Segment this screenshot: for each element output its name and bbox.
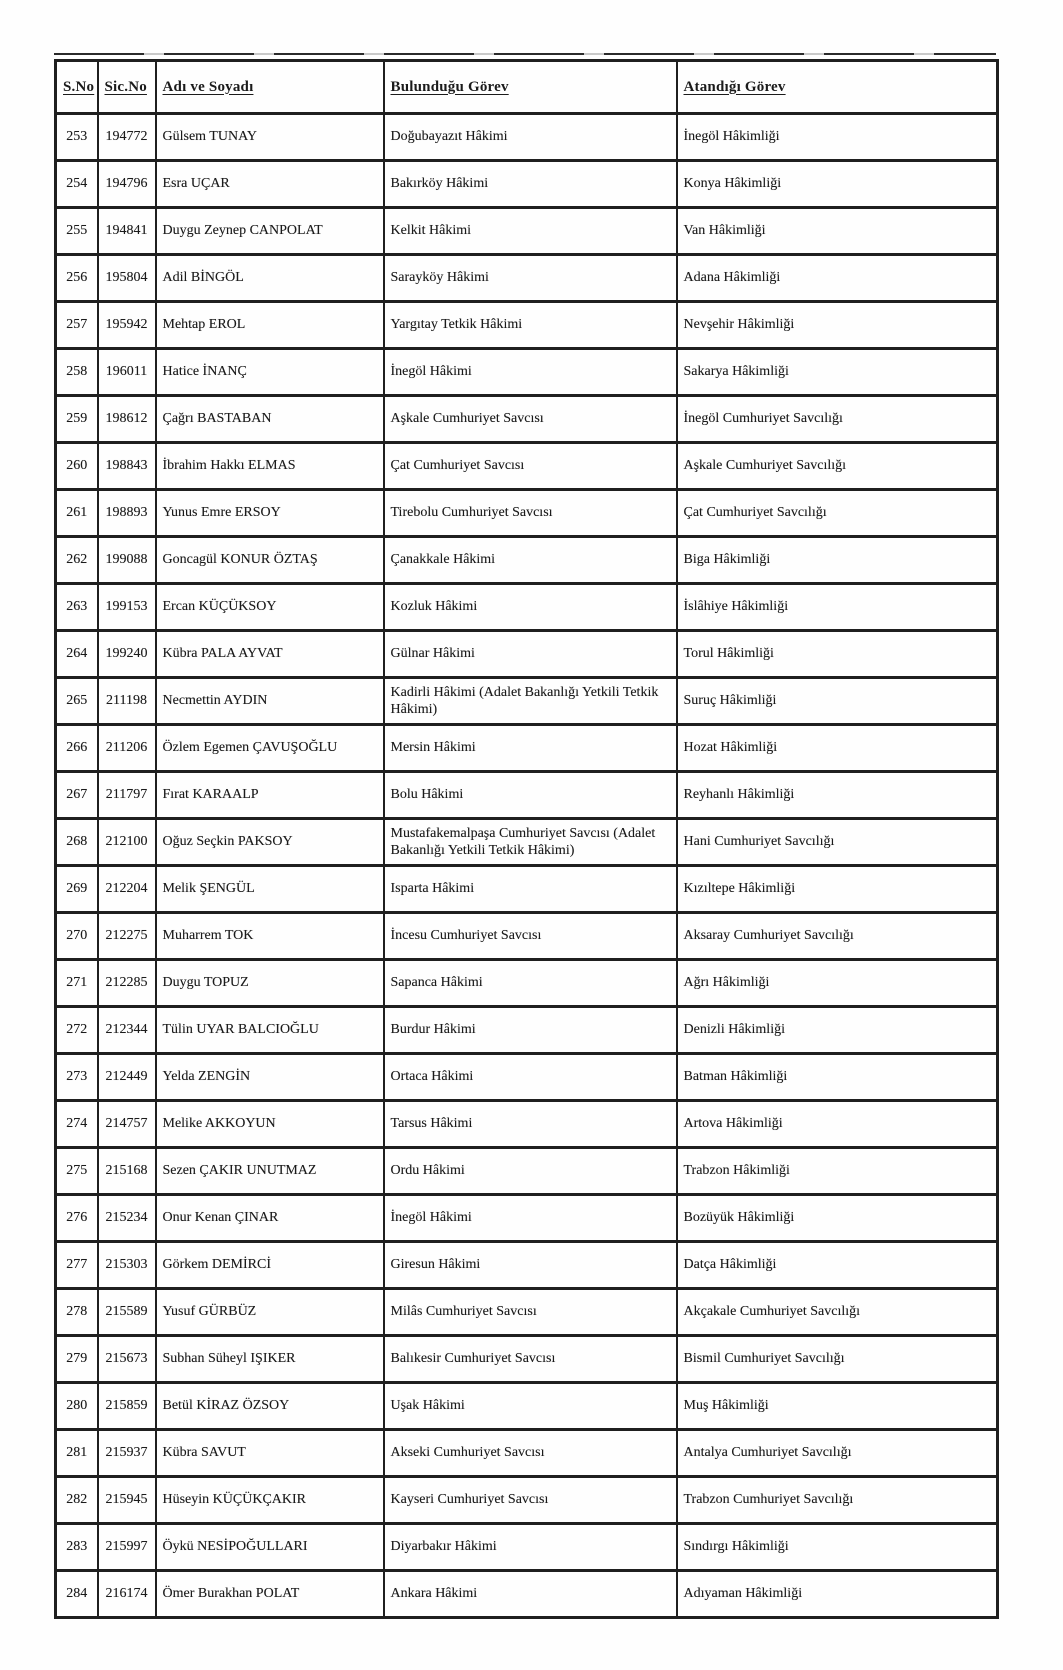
cell-current-post: Ortaca Hâkimi [384,1054,677,1101]
cell-current-post: Aşkale Cumhuriyet Savcısı [384,396,677,443]
cell-full-name: Kübra SAVUT [156,1430,384,1477]
cell-assigned-post: Kızıltepe Hâkimliği [677,866,998,913]
cell-full-name: Öykü NESİPOĞULLARI [156,1524,384,1571]
cell-serial-no: 267 [56,772,98,819]
cell-serial-no: 283 [56,1524,98,1571]
table-row [56,1289,998,1336]
cell-full-name: Goncagül KONUR ÖZTAŞ [156,537,384,584]
cell-full-name: Ercan KÜÇÜKSOY [156,584,384,631]
cell-serial-no: 279 [56,1336,98,1383]
table-row [56,772,998,819]
table-row [56,1571,998,1618]
cell-full-name: Tülin UYAR BALCIOĞLU [156,1007,384,1054]
cell-serial-no: 269 [56,866,98,913]
cell-registry-no: 212100 [98,819,156,866]
table-header [56,61,998,114]
header-assigned-post: Atandığı Görev [677,61,998,114]
cell-current-post: Milâs Cumhuriyet Savcısı [384,1289,677,1336]
cell-serial-no: 281 [56,1430,98,1477]
cell-current-post: Sapanca Hâkimi [384,960,677,1007]
cell-serial-no: 270 [56,913,98,960]
cell-full-name: Subhan Süheyl IŞIKER [156,1336,384,1383]
cell-current-post: Bakırköy Hâkimi [384,161,677,208]
cell-full-name: Adil BİNGÖL [156,255,384,302]
appointments-table [54,59,999,1619]
cell-registry-no: 195804 [98,255,156,302]
table-row [56,1054,998,1101]
cell-full-name: Fırat KARAALP [156,772,384,819]
cell-current-post: Bolu Hâkimi [384,772,677,819]
cell-registry-no: 211797 [98,772,156,819]
cell-serial-no: 265 [56,678,98,725]
cell-current-post: Burdur Hâkimi [384,1007,677,1054]
table-row [56,1148,998,1195]
cell-registry-no: 199240 [98,631,156,678]
cell-registry-no: 199088 [98,537,156,584]
table-row [56,1477,998,1524]
cell-registry-no: 194796 [98,161,156,208]
cell-serial-no: 278 [56,1289,98,1336]
cell-assigned-post: Akçakale Cumhuriyet Savcılığı [677,1289,998,1336]
cell-full-name: Çağrı BASTABAN [156,396,384,443]
cell-assigned-post: İnegöl Hâkimliği [677,114,998,161]
cell-current-post: Sarayköy Hâkimi [384,255,677,302]
cell-registry-no: 211198 [98,678,156,725]
table-row [56,396,998,443]
table-row [56,866,998,913]
table-row [56,302,998,349]
cell-current-post: Gülnar Hâkimi [384,631,677,678]
table-row [56,537,998,584]
cell-current-post: İnegöl Hâkimi [384,349,677,396]
cell-full-name: Melik ŞENGÜL [156,866,384,913]
cell-full-name: Sezen ÇAKIR UNUTMAZ [156,1148,384,1195]
header-full-name: Adı ve Soyadı [156,61,384,114]
table-row [56,1430,998,1477]
cell-full-name: Hatice İNANÇ [156,349,384,396]
cell-serial-no: 259 [56,396,98,443]
cell-current-post: Çat Cumhuriyet Savcısı [384,443,677,490]
table-row [56,1336,998,1383]
table-row [56,1383,998,1430]
cell-registry-no: 195942 [98,302,156,349]
cell-full-name: Yelda ZENGİN [156,1054,384,1101]
header-row [56,61,998,114]
cell-full-name: İbrahim Hakkı ELMAS [156,443,384,490]
cell-current-post: Giresun Hâkimi [384,1242,677,1289]
cell-serial-no: 254 [56,161,98,208]
table-row [56,161,998,208]
cell-serial-no: 258 [56,349,98,396]
cell-registry-no: 215234 [98,1195,156,1242]
cell-assigned-post: Batman Hâkimliği [677,1054,998,1101]
cell-serial-no: 263 [56,584,98,631]
cell-serial-no: 280 [56,1383,98,1430]
cell-registry-no: 211206 [98,725,156,772]
cell-full-name: Özlem Egemen ÇAVUŞOĞLU [156,725,384,772]
cell-assigned-post: Sakarya Hâkimliği [677,349,998,396]
cell-registry-no: 216174 [98,1571,156,1618]
table-row [56,584,998,631]
cell-current-post: Ordu Hâkimi [384,1148,677,1195]
header-serial-no: S.No [56,61,98,114]
cell-assigned-post: Antalya Cumhuriyet Savcılığı [677,1430,998,1477]
cell-current-post: İnegöl Hâkimi [384,1195,677,1242]
cell-registry-no: 215945 [98,1477,156,1524]
cell-assigned-post: Aşkale Cumhuriyet Savcılığı [677,443,998,490]
cell-current-post: Diyarbakır Hâkimi [384,1524,677,1571]
cell-current-post: Tirebolu Cumhuriyet Savcısı [384,490,677,537]
cell-full-name: Onur Kenan ÇINAR [156,1195,384,1242]
cell-full-name: Ömer Burakhan POLAT [156,1571,384,1618]
cell-serial-no: 256 [56,255,98,302]
cell-current-post: Akseki Cumhuriyet Savcısı [384,1430,677,1477]
cell-registry-no: 199153 [98,584,156,631]
cell-current-post: Çanakkale Hâkimi [384,537,677,584]
cell-serial-no: 277 [56,1242,98,1289]
table-row [56,255,998,302]
scan-artifact-line [54,53,996,55]
cell-serial-no: 255 [56,208,98,255]
table-row [56,960,998,1007]
cell-registry-no: 215589 [98,1289,156,1336]
cell-full-name: Duygu Zeynep CANPOLAT [156,208,384,255]
cell-registry-no: 215168 [98,1148,156,1195]
cell-assigned-post: Datça Hâkimliği [677,1242,998,1289]
cell-serial-no: 272 [56,1007,98,1054]
cell-assigned-post: Trabzon Hâkimliği [677,1148,998,1195]
cell-registry-no: 198843 [98,443,156,490]
cell-full-name: Betül KİRAZ ÖZSOY [156,1383,384,1430]
cell-registry-no: 212275 [98,913,156,960]
cell-assigned-post: Ağrı Hâkimliği [677,960,998,1007]
cell-registry-no: 215673 [98,1336,156,1383]
cell-assigned-post: Sındırgı Hâkimliği [677,1524,998,1571]
cell-current-post: Mersin Hâkimi [384,725,677,772]
cell-full-name: Mehtap EROL [156,302,384,349]
cell-full-name: Melike AKKOYUN [156,1101,384,1148]
cell-registry-no: 194772 [98,114,156,161]
cell-current-post: İncesu Cumhuriyet Savcısı [384,913,677,960]
cell-full-name: Görkem DEMİRCİ [156,1242,384,1289]
cell-serial-no: 276 [56,1195,98,1242]
cell-serial-no: 271 [56,960,98,1007]
header-current-post: Bulunduğu Görev [384,61,677,114]
cell-serial-no: 260 [56,443,98,490]
cell-full-name: Kübra PALA AYVAT [156,631,384,678]
cell-serial-no: 274 [56,1101,98,1148]
cell-registry-no: 194841 [98,208,156,255]
cell-serial-no: 261 [56,490,98,537]
cell-current-post: Kozluk Hâkimi [384,584,677,631]
cell-current-post: Ankara Hâkimi [384,1571,677,1618]
cell-registry-no: 212449 [98,1054,156,1101]
cell-full-name: Muharrem TOK [156,913,384,960]
cell-assigned-post: Adıyaman Hâkimliği [677,1571,998,1618]
cell-current-post: Uşak Hâkimi [384,1383,677,1430]
cell-assigned-post: Bozüyük Hâkimliği [677,1195,998,1242]
cell-full-name: Duygu TOPUZ [156,960,384,1007]
cell-serial-no: 273 [56,1054,98,1101]
cell-registry-no: 215937 [98,1430,156,1477]
cell-registry-no: 212285 [98,960,156,1007]
table-row [56,490,998,537]
table-row [56,349,998,396]
cell-serial-no: 257 [56,302,98,349]
table-row [56,1195,998,1242]
cell-registry-no: 198612 [98,396,156,443]
table-row [56,208,998,255]
cell-serial-no: 266 [56,725,98,772]
cell-registry-no: 212344 [98,1007,156,1054]
cell-assigned-post: İslâhiye Hâkimliği [677,584,998,631]
cell-registry-no: 214757 [98,1101,156,1148]
cell-full-name: Oğuz Seçkin PAKSOY [156,819,384,866]
cell-registry-no: 215303 [98,1242,156,1289]
cell-assigned-post: Aksaray Cumhuriyet Savcılığı [677,913,998,960]
table-row [56,725,998,772]
cell-assigned-post: Suruç Hâkimliği [677,678,998,725]
cell-serial-no: 268 [56,819,98,866]
cell-assigned-post: Artova Hâkimliği [677,1101,998,1148]
table-row [56,913,998,960]
cell-assigned-post: Konya Hâkimliği [677,161,998,208]
table-row [56,678,998,725]
cell-assigned-post: Nevşehir Hâkimliği [677,302,998,349]
header-registry-no: Sic.No [98,61,156,114]
table-body [56,114,998,1618]
table-row [56,443,998,490]
cell-current-post: Kelkit Hâkimi [384,208,677,255]
cell-registry-no: 198893 [98,490,156,537]
cell-assigned-post: Denizli Hâkimliği [677,1007,998,1054]
cell-full-name: Gülsem TUNAY [156,114,384,161]
table-row [56,1007,998,1054]
cell-serial-no: 264 [56,631,98,678]
cell-assigned-post: Van Hâkimliği [677,208,998,255]
cell-assigned-post: Muş Hâkimliği [677,1383,998,1430]
cell-registry-no: 212204 [98,866,156,913]
cell-full-name: Hüseyin KÜÇÜKÇAKIR [156,1477,384,1524]
cell-assigned-post: Bismil Cumhuriyet Savcılığı [677,1336,998,1383]
cell-assigned-post: Çat Cumhuriyet Savcılığı [677,490,998,537]
cell-assigned-post: Trabzon Cumhuriyet Savcılığı [677,1477,998,1524]
cell-current-post: Balıkesir Cumhuriyet Savcısı [384,1336,677,1383]
cell-assigned-post: Hozat Hâkimliği [677,725,998,772]
cell-assigned-post: Torul Hâkimliği [677,631,998,678]
cell-assigned-post: İnegöl Cumhuriyet Savcılığı [677,396,998,443]
table-row [56,631,998,678]
cell-full-name: Yunus Emre ERSOY [156,490,384,537]
cell-current-post: Mustafakemalpaşa Cumhuriyet Savcısı (Adalet Bakanlığı Yetkili Tetkik Hâkimi) [384,819,677,866]
cell-full-name: Necmettin AYDIN [156,678,384,725]
cell-assigned-post: Hani Cumhuriyet Savcılığı [677,819,998,866]
table-row [56,1242,998,1289]
cell-current-post: Yargıtay Tetkik Hâkimi [384,302,677,349]
table-row [56,114,998,161]
cell-registry-no: 215859 [98,1383,156,1430]
cell-current-post: Doğubayazıt Hâkimi [384,114,677,161]
cell-current-post: Tarsus Hâkimi [384,1101,677,1148]
cell-current-post: Kayseri Cumhuriyet Savcısı [384,1477,677,1524]
cell-assigned-post: Biga Hâkimliği [677,537,998,584]
cell-full-name: Esra UÇAR [156,161,384,208]
cell-serial-no: 253 [56,114,98,161]
cell-registry-no: 215997 [98,1524,156,1571]
cell-assigned-post: Reyhanlı Hâkimliği [677,772,998,819]
table-row [56,1524,998,1571]
cell-current-post: Isparta Hâkimi [384,866,677,913]
cell-registry-no: 196011 [98,349,156,396]
table-row [56,1101,998,1148]
cell-serial-no: 275 [56,1148,98,1195]
cell-current-post: Kadirli Hâkimi (Adalet Bakanlığı Yetkili Tetkik Hâkimi) [384,678,677,725]
cell-serial-no: 262 [56,537,98,584]
cell-serial-no: 282 [56,1477,98,1524]
cell-full-name: Yusuf GÜRBÜZ [156,1289,384,1336]
table-row [56,819,998,866]
cell-serial-no: 284 [56,1571,98,1618]
cell-assigned-post: Adana Hâkimliği [677,255,998,302]
